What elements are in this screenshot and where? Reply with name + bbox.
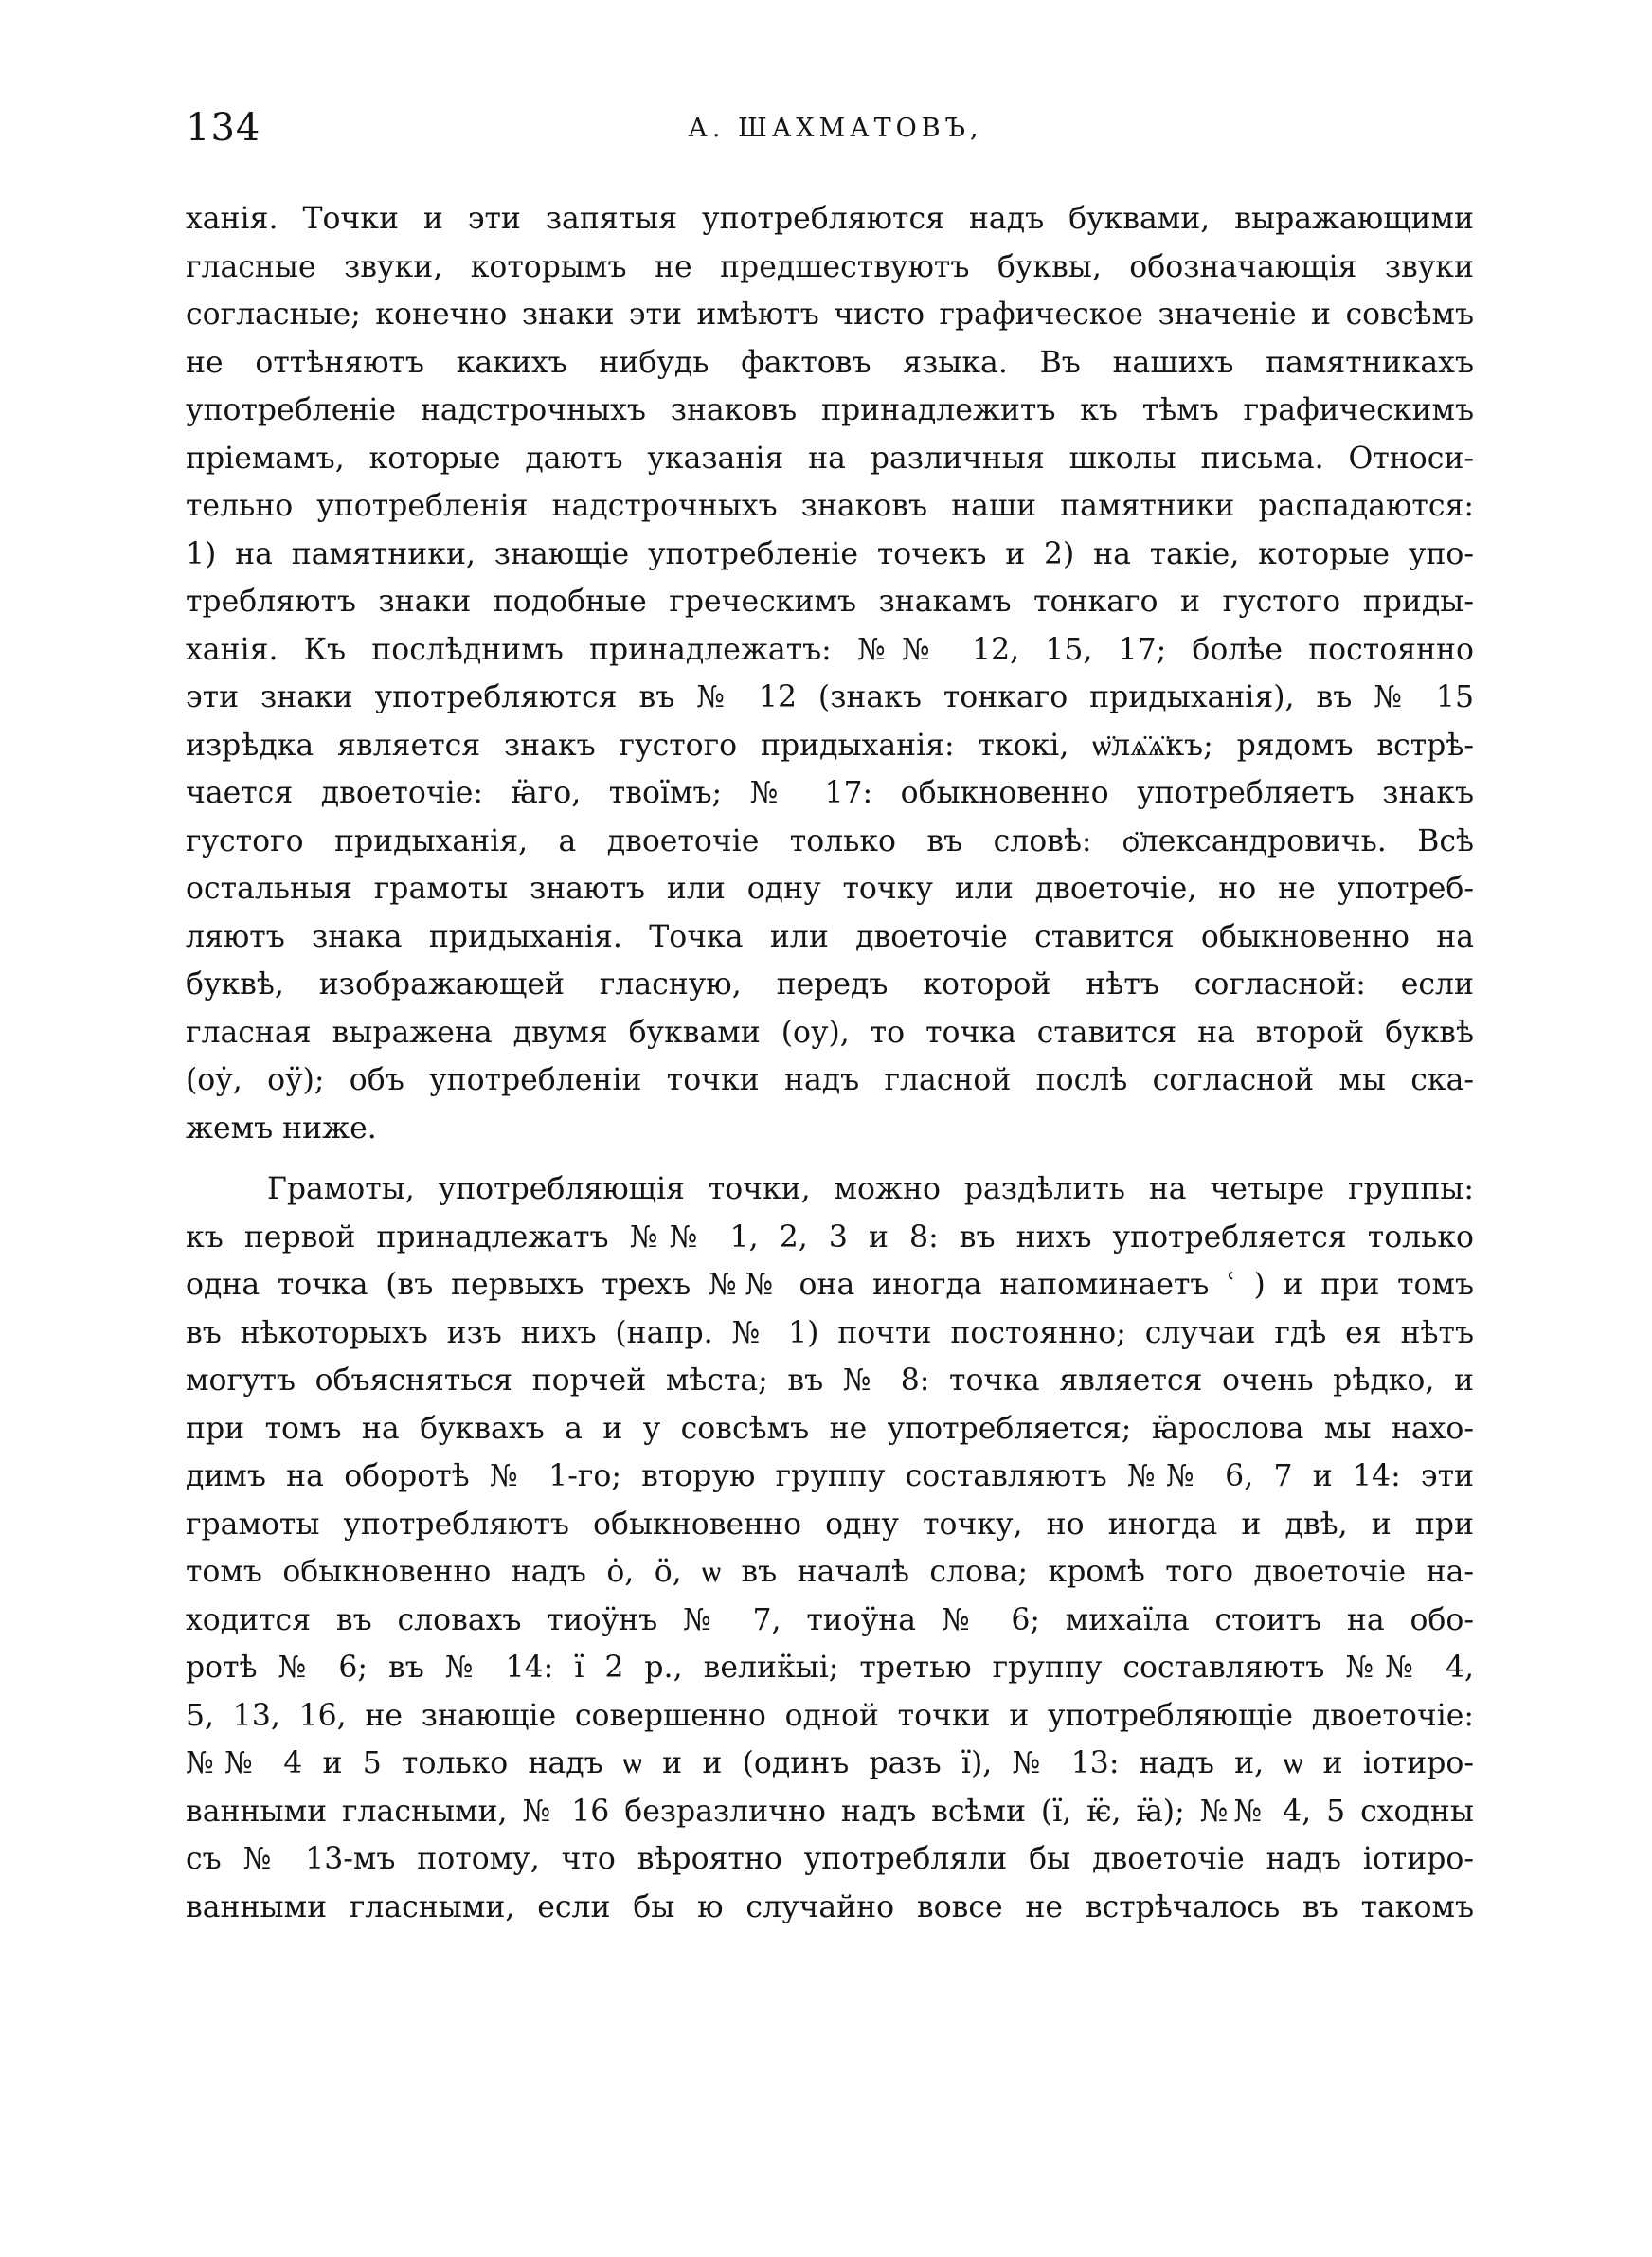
text-line: димъ на оборотѣ № 1-го; вторую группу составляютъ №№ 6, 7 и 14: эти [186, 1459, 1474, 1493]
text-line: чается двоеточіе: ꙗ̈го, твоїмъ; № 17: обыкновенно употребляетъ знакъ [186, 776, 1474, 810]
text-line: ванными гласными, № 16 безразлично надъ всѣми (ї, ѥ̈, ꙗ̈); №№ 4, 5 сходны [186, 1794, 1474, 1829]
text-line: съ № 13-мъ потому, что вѣроятно употребляли бы двоеточіе надъ іотиро- [186, 1842, 1474, 1876]
paragraph [186, 195, 1474, 1152]
text-line: гласные звуки, которымъ не предшествуютъ буквы, обозначающія звуки [186, 249, 1474, 284]
text-line: въ нѣкоторыхъ изъ нихъ (напр. № 1) почти постоянно; случаи гдѣ ея нѣтъ [186, 1315, 1474, 1350]
body-text [186, 195, 1474, 1931]
text-line: тельно употребленія надстрочныхъ знаковъ наши памятники распадаются: [186, 489, 1474, 523]
text-line: пріемамъ, которые даютъ указанія на различныя школы письма. Относи- [186, 441, 1474, 476]
paragraph [186, 1165, 1474, 1931]
text-line: гласная выражена двумя буквами (оу), то точка ставится на второй буквѣ [186, 1015, 1474, 1050]
text-line: ханія. Къ послѣднимъ принадлежатъ: №№ 12, 15, 17; болѣе постоянно [186, 632, 1474, 667]
text-line: (оу̇, оӱ); объ употребленіи точки надъ гласной послѣ согласной мы ска- [186, 1063, 1474, 1097]
text-line: 5, 13, 16, не знающіе совершенно одной точки и употребляющіе двоеточіе: [186, 1698, 1474, 1733]
text-line: ляютъ знака придыханія. Точка или двоеточіе ставится обыкновенно на [186, 919, 1474, 954]
text-line: не оттѣняютъ какихъ нибудь фактовъ языка. Въ нашихъ памятникахъ [186, 345, 1474, 380]
text-line: остальныя грамоты знаютъ или одну точку или двоеточіе, но не употреб- [186, 872, 1474, 906]
running-head [186, 106, 1485, 163]
paragraph-gap [186, 1152, 1474, 1165]
text-line: изрѣдка является знакъ густого придыханія: ткокі, ѡ̈лѧ̈ѧ̈къ; рядомъ встрѣ- [186, 728, 1474, 763]
text-line: Грамоты, употребляющія точки, можно раздѣлить на четыре группы: [267, 1172, 1474, 1206]
text-line: томъ обыкновенно надъ о̇, ӧ, ѡ въ началѣ слова; кромѣ того двоеточіе на- [186, 1555, 1474, 1589]
text-line: №№ 4 и 5 только надъ ѡ и и (одинъ разъ ї), № 13: надъ и, ѡ и іотиро- [186, 1746, 1474, 1780]
text-line: густого придыханія, а двоеточіе только въ словѣ: ѻ̈лександровичь. Всѣ [186, 823, 1474, 858]
text-line: одна точка (въ первыхъ трехъ №№ она иногда напоминаетъ ʿ ) и при томъ [186, 1268, 1474, 1302]
text-line: ходится въ словахъ тиоӱнъ № 7, тиоӱна № 6; михаїла стоитъ на обо- [186, 1602, 1474, 1637]
page-number: 134 [186, 106, 261, 150]
text-line: ротѣ № 6; въ № 14: ї 2 р., велик̈ыі; третью группу составляютъ №№ 4, [186, 1651, 1474, 1685]
text-line: при томъ на буквахъ а и у совсѣмъ не употребляется; ꙗ̈рослова мы нахо- [186, 1411, 1474, 1446]
text-line: ванными гласными, если бы ю случайно вовсе не встрѣчалось въ такомъ [186, 1889, 1474, 1924]
text-line: употребленіе надстрочныхъ знаковъ принадлежитъ къ тѣмъ графическимъ [186, 393, 1474, 427]
text-line: къ первой принадлежатъ №№ 1, 2, 3 и 8: въ нихъ употребляется только [186, 1219, 1474, 1255]
text-line: ханія. Точки и эти запятыя употребляются надъ буквами, выражающими [186, 202, 1474, 236]
text-line: согласные; конечно знаки эти имѣютъ чисто графическое значеніе и совсѣмъ [186, 298, 1474, 332]
text-line: могутъ объясняться порчей мѣста; въ № 8: точка является очень рѣдко, и [186, 1363, 1474, 1398]
text-line: буквѣ, изображающей гласную, передъ которой нѣтъ согласной: если [186, 967, 1474, 1002]
text-line: 1) на памятники, знающіе употребленіе точекъ и 2) на такіе, которые упо- [186, 536, 1474, 571]
running-title: А. ШАХМАТОВЪ, [688, 114, 983, 143]
text-line: эти знаки употребляются въ № 12 (знакъ тонкаго придыханія), въ № 15 [186, 680, 1474, 714]
text-line: требляютъ знаки подобные греческимъ знакамъ тонкаго и густого приды- [186, 585, 1474, 619]
text-line: жемъ ниже. [186, 1110, 377, 1146]
text-line: грамоты употребляютъ обыкновенно одну точку, но иногда и двѣ, и при [186, 1507, 1474, 1542]
